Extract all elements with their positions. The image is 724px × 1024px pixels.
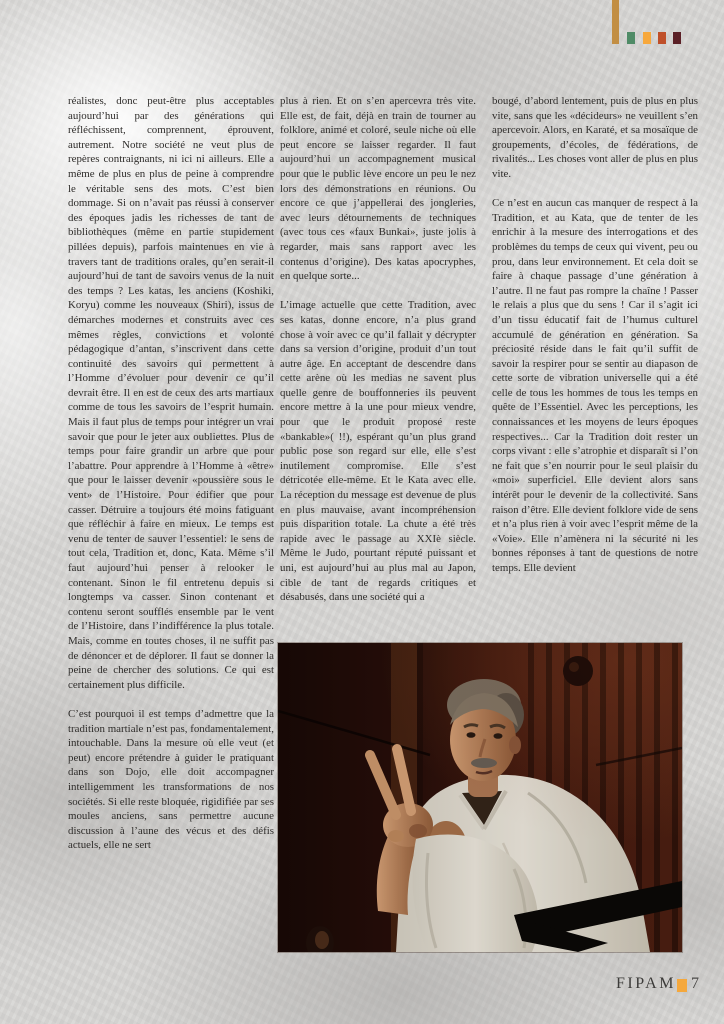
article-column-1 [68, 94, 274, 956]
page-footer [616, 975, 699, 993]
footer-accent-square [677, 979, 687, 992]
page-number: 7 [690, 975, 699, 992]
paragraph: réalistes, donc peut-être plus acceptables aujourd’hui par des générations qui réfléchissent, comprennent, éprouvent, autrement. Notre société ne veut plus de repères contraignants, ni ici ni ailleurs. Elle a même de plus en plus de peine à comprendre le véritable sens des mots. C’est bien dommage. Si on n’avait pas réussi à conserver des époques jadis les richesses de tant de bibliothèques (même en partie stupidement pillées depuis), parfois maintenues en vie à travers tant de traditions orales, qu’en serait-il aujourd’hui de tant de savoirs venus de la nuit des temps ? Les katas, les anciens (Koshiki, Koryu) comme les nouveaux (Shiri), issus de démarches modernes et construits avec ces mêmes règles, convictions et volonté pédagogique d’antan, s’inscrivent dans cette continuité des savoirs qui permettent à l’Homme d’évoluer pour devenir ce qu’il devrait être. Il en est de ceux des arts martiaux comme de tous les savoirs de l’esprit humain. Mais il faut plus de temps pour intégrer un vrai savoir que pour le jeter aux oubliettes. Plus de temps pour faire grandir un arbre que pour l’abattre. Pour apprendre à l’Homme à «être» que pour le laisser devenir «poussière sous le vent» de l’Histoire. Pour édifier que pour casser. Détruire a toujours été moins fatiguant que réfléchir à faire en mieux. Le temps est venu de tenter de sauver l’essentiel: le sens de tout cela, Tradition et, donc, Kata. Même s’il faut aujourd’hui penser à relooker le contenant. Sinon le fil entretenu depuis si longtemps va casser. Sinon contenant et contenu seront soufflés ensemble par le vent de l’Histoire, dans l’indifférence la plus totale. Mais, comme en toutes choses, il ne suffit pas de dénoncer et de déplorer. Il faut se donner la peine de chercher des solutions. Ce qui est certainement plus difficile. [68, 95, 274, 691]
decor-vertical-bar [612, 0, 619, 44]
article-column-3 [492, 94, 698, 642]
karate-master-photo [278, 643, 682, 952]
decor-square-green [627, 32, 635, 44]
decor-square-rust [658, 32, 666, 44]
article-column-2 [280, 94, 476, 642]
brand-logo-text: FIPAM [616, 975, 676, 992]
paragraph: Ce n’est en aucun cas manquer de respect à la Tradition, et au Kata, que de tenter de les enrichir à la mesure des interrogations et des problèmes du temps de ceux qui vivent, peu ou prou, dans leur environnement. Et cela doit se faire à chaque passage d’une génération à l’autre. Il ne faut pas rompre la chaîne ! Passer le relais a plus que du sens ! Car il s’agit ici d’un tissu éducatif fait de l’humus culturel accumulé de génération en génération. Sa préciosité réside dans le fait qu’il suffit de savoir la respirer pour se sentir au diapason de cette sorte de vibration universelle qui a été celle de tous les hommes de tous les temps en quête de l’Essentiel. Avec les perceptions, les connaissances et les moyens de leurs époques respectives... Car la Tradition doit rester un corps vivant : elle s’atrophie et disparaît si l’on ne fait que s’en nourrir pour le seul plaisir du «moi» superficiel. Elle devient alors sans intérêt pour le devenir de la collectivité. Sans raison d’être. Elle devient folklore vide de sens et n’a plus rien à voir avec l’esprit même de la «Voie». Elle n’amènera ni la sécurité ni les bonnes réponses à tant de questions de notre temps. Elle devient [492, 197, 698, 574]
decor-square-amber [643, 32, 651, 44]
paragraph: plus à rien. Et on s’en apercevra très vite. Elle est, de fait, déjà en train de tourner au folklore, animé et coloré, seule niche où elle peut encore se laisser regarder. Il faut aujourd’hui un accompagnement musical pour que le public lève encore un peu le nez lors des démonstrations en réunions. Ou encore ce que j’appellerai des jongleries, avec leurs détournements de techniques (avec tous ces «faux Bunkai», juste jolis à regarder, mais sans rapport avec les contenus d’origine). Des katas apocryphes, en quelque sorte... [280, 95, 476, 283]
paragraph: L’image actuelle que cette Tradition, avec ses katas, donne encore, n’a plus grand chose à voir avec ce qu’il fallait y décrypter dans sa version d’origine, produit d’un tout autre âge. En acceptant de descendre dans cette arène où les medias ne savent plus quelle genre de bouffonneries ils peuvent encore mettre à la une pour mieux vendre, pour que le produit proposé reste «bankable»( !!), espérant qu’un plus grand public pose son regard sur elle, elle s’est inutilement compromise. Elle s’est détricotée elle-même. Et le Kata avec elle. La réception du message est devenue de plus en plus mauvaise, avant incompréhension puis disparition totale. La chute a été très rapide avec le passage au XXIè siècle. Même le Judo, pourtant réputé puissant et uni, est aujourd’hui au plus mal au Japon, cible de tant de regards critiques et désabusés, dans une société qui a [280, 299, 476, 604]
paragraph: bougé, d’abord lentement, puis de plus en plus vite, sans que les «décideurs» ne veuillent s’en apercevoir. Alors, en Karaté, et sa mosaïque de groupements, d’écoles, de fédérations, de rivalités... Les choses vont aller de plus en plus vite. [492, 95, 698, 180]
karate-master-photo-graphic [278, 643, 682, 952]
paragraph: C’est pourquoi il est temps d’admettre que la tradition martiale n’est pas, fondamentalement, intouchable. Dans la mesure où elle veut (et peut) encore prétendre à guider le pratiquant dans son Dojo, elle doit accompagner intelligemment les transformations de nos sociétés. Si elle reste bloquée, rigidifiée par ses moules anciens, sans permettre aucune discussion à l’aune des vécus et des défis actuels, elle ne sert [68, 707, 274, 852]
decor-square-maroon [673, 32, 681, 44]
